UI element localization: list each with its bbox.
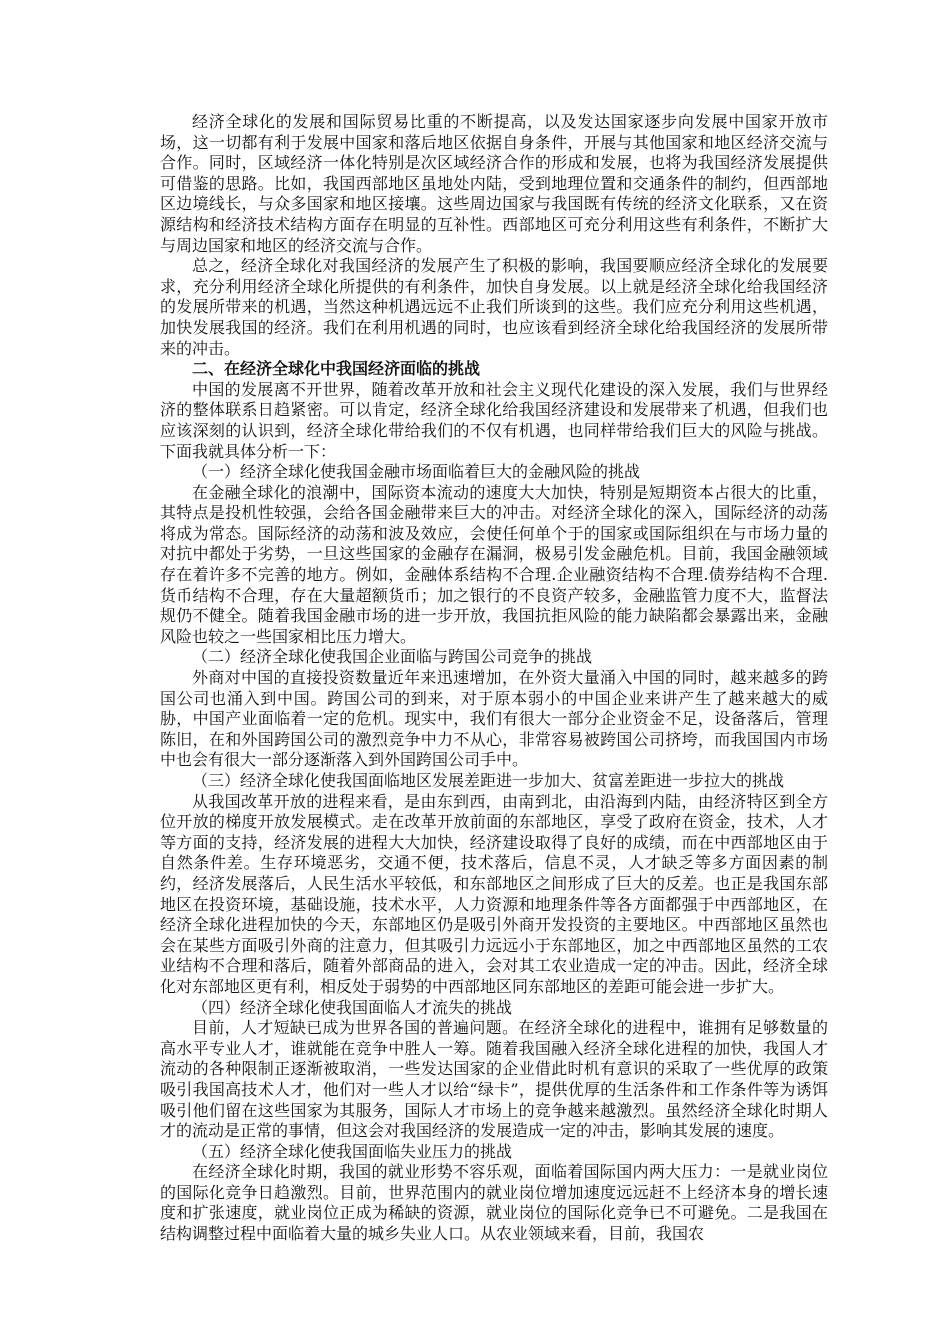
subheading-multinational-competition: （二）经济全球化使我国企业面临与跨国公司竞争的挑战 <box>192 647 593 667</box>
paragraph-opportunity-regional: 经济全球化的发展和国际贸易比重的不断提高，以及发达国家逐步向发展中国家开放市场，这一切都有利于发展中国家和落后地区依据自身条件，开展与其他国家和地区经济交流与合作。同时，区域经济一体化特别是次区域经济合作的形成和发展，也将为我国经济发展提供可借鉴的思路。比如，我国西部地区虽地处内陆，受到地理位置和交通条件的制约，但西部地区边境线长，与众多国家和地区接壤。这些周边国家与我国既有传统的经济文化联系，又在资源结构和经济技术结构方面存在明显的互补性。西部地区可充分利用这些有利条件，不断扩大与周边国家和地区的经济交流与合作。 <box>160 112 828 255</box>
document-body <box>160 112 828 1245</box>
paragraph-challenges-intro: 中国的发展离不开世界，随着改革开放和社会主义现代化建设的深入发展，我们与世界经济的整体联系日趋紧密。可以肯定，经济全球化给我国经济建设和发展带来了机遇，但我们也应该深刻的认识到，经济全球化带给我们的不仅有机遇，也同样带给我们巨大的风险与挑战。下面我就具体分析一下： <box>160 379 828 461</box>
subheading-talent-drain: （四）经济全球化使我国面临人才流失的挑战 <box>192 997 513 1017</box>
subheading-unemployment: （五）经济全球化使我国面临失业压力的挑战 <box>192 1141 513 1161</box>
paragraph-financial-risk: 在金融全球化的浪潮中，国际资本流动的速度大大加快，特别是短期资本占很大的比重，其特点是投机性较强，会给各国金融带来巨大的冲击。对经济全球化的深入，国际经济的动荡将成为常态。国际经济的动荡和波及效应，会使任何单个于的国家或国际组织在与市场力量的对抗中都处于劣势，一旦这些国家的金融存在漏洞，极易引发金融危机。目前，我国金融领域存在着许多不完善的地方。例如，金融体系结构不合理.企业融资结构不合理.债券结构不合理.货币结构不合理，存在大量超额货币；加之银行的不良资产较多，金融监管力度不大，监督法规仍不健全。随着我国金融市场的进一步开放，我国抗拒风险的能力缺陷都会暴露出来，金融风险也较之一些国家相比压力增大。 <box>160 482 828 646</box>
paragraph-multinational-competition: 外商对中国的直接投资数量近年来迅速增加，在外资大量涌入中国的同时，越来越多的跨国公司也涌入到中国。跨国公司的到来，对于原本弱小的中国企业来讲产生了越来越大的威胁，中国产业面临着一定的危机。现实中，我们有很大一部分企业资金不足，设备落后，管理陈旧，在和外国跨国公司的激烈竞争中力不从心，非常容易被跨国公司挤垮，而我国国内市场中也会有很大一部分逐渐落入到外国跨国公司手中。 <box>160 668 828 770</box>
paragraph-regional-gap: 从我国改革开放的进程来看，是由东到西，由南到北，由沿海到内陆，由经济特区到全方位开放的梯度开放发展模式。走在改革开放前面的东部地区，享受了政府在资金，技术，人才等方面的支持，经济发展的进程大大加快，经济建设取得了良好的成绩，而在中西部地区由于自然条件差。生存环境恶劣，交通不便，技术落后，信息不灵，人才缺乏等多方面因素的制约，经济发展落后，人民生活水平较低，和东部地区之间形成了巨大的反差。也正是我国东部地区在投资环境，基础设施，技术水平，人力资源和地理条件等各方面都强于中西部地区，在经济全球化进程加快的今天，东部地区仍是吸引外商开发投资的主要地区。中西部地区虽然也会在某些方面吸引外商的注意力，但其吸引力远远小于东部地区，加之中西部地区虽然的工农业结构不合理和落后，随着外部商品的进入，会对其工农业造成一定的冲击。因此，经济全球化对东部地区更有利，相反处于弱势的中西部地区同东部地区的差距可能会进一步扩大。 <box>160 791 828 996</box>
paragraph-opportunity-summary: 总之，经济全球化对我国经济的发展产生了积极的影响，我国要顺应经济全球化的发展要求，充分利用经济全球化所提供的有利条件，加快自身发展。以上就是经济全球化给我国经济的发展所带来的机遇，当然这种机遇远远不止我们所谈到的这些。我们应充分利用这些机遇，加快发展我国的经济。我们在利用机遇的同时，也应该看到经济全球化给我国经济的发展所带来的冲击。 <box>160 256 828 358</box>
section-heading-challenges: 二、在经济全球化中我国经济面临的挑战 <box>192 359 481 379</box>
paragraph-unemployment: 在经济全球化时期，我国的就业形势不容乐观，面临着国际国内两大压力：一是就业岗位的国际化竞争日趋激烈。目前，世界范围内的就业岗位增加速度远远赶不上经济本身的增长速度和扩张速度，就业岗位正成为稀缺的资源，就业岗位的国际化竞争已不可避免。二是我国在结构调整过程中面临着大量的城乡失业人口。从农业领域来看，目前，我国农 <box>160 1162 828 1244</box>
paragraph-talent-drain: 目前，人才短缺已成为世界各国的普遍问题。在经济全球化的进程中，谁拥有足够数量的高水平专业人才，谁就能在竞争中胜人一筹。随着我国融入经济全球化进程的加快，我国人才流动的各种限制正逐渐被取消，一些发达国家的企业借此时机有意识的采取了一些优厚的政策吸引我国高技术人才，他们对一些人才以给“绿卡”，提供优厚的生活条件和工作条件等为诱饵吸引他们留在这些国家为其服务，国际人才市场上的竞争越来越激烈。虽然经济全球化时期人才的流动是正常的事情，但这会对我国经济的发展造成一定的冲击，影响其发展的速度。 <box>160 1018 828 1141</box>
subheading-regional-gap: （三）经济全球化使我国面临地区发展差距进一步加大、贫富差距进一步拉大的挑战 <box>192 771 785 790</box>
subheading-financial-risk: （一）经济全球化使我国金融市场面临着巨大的金融风险的挑战 <box>192 462 641 482</box>
